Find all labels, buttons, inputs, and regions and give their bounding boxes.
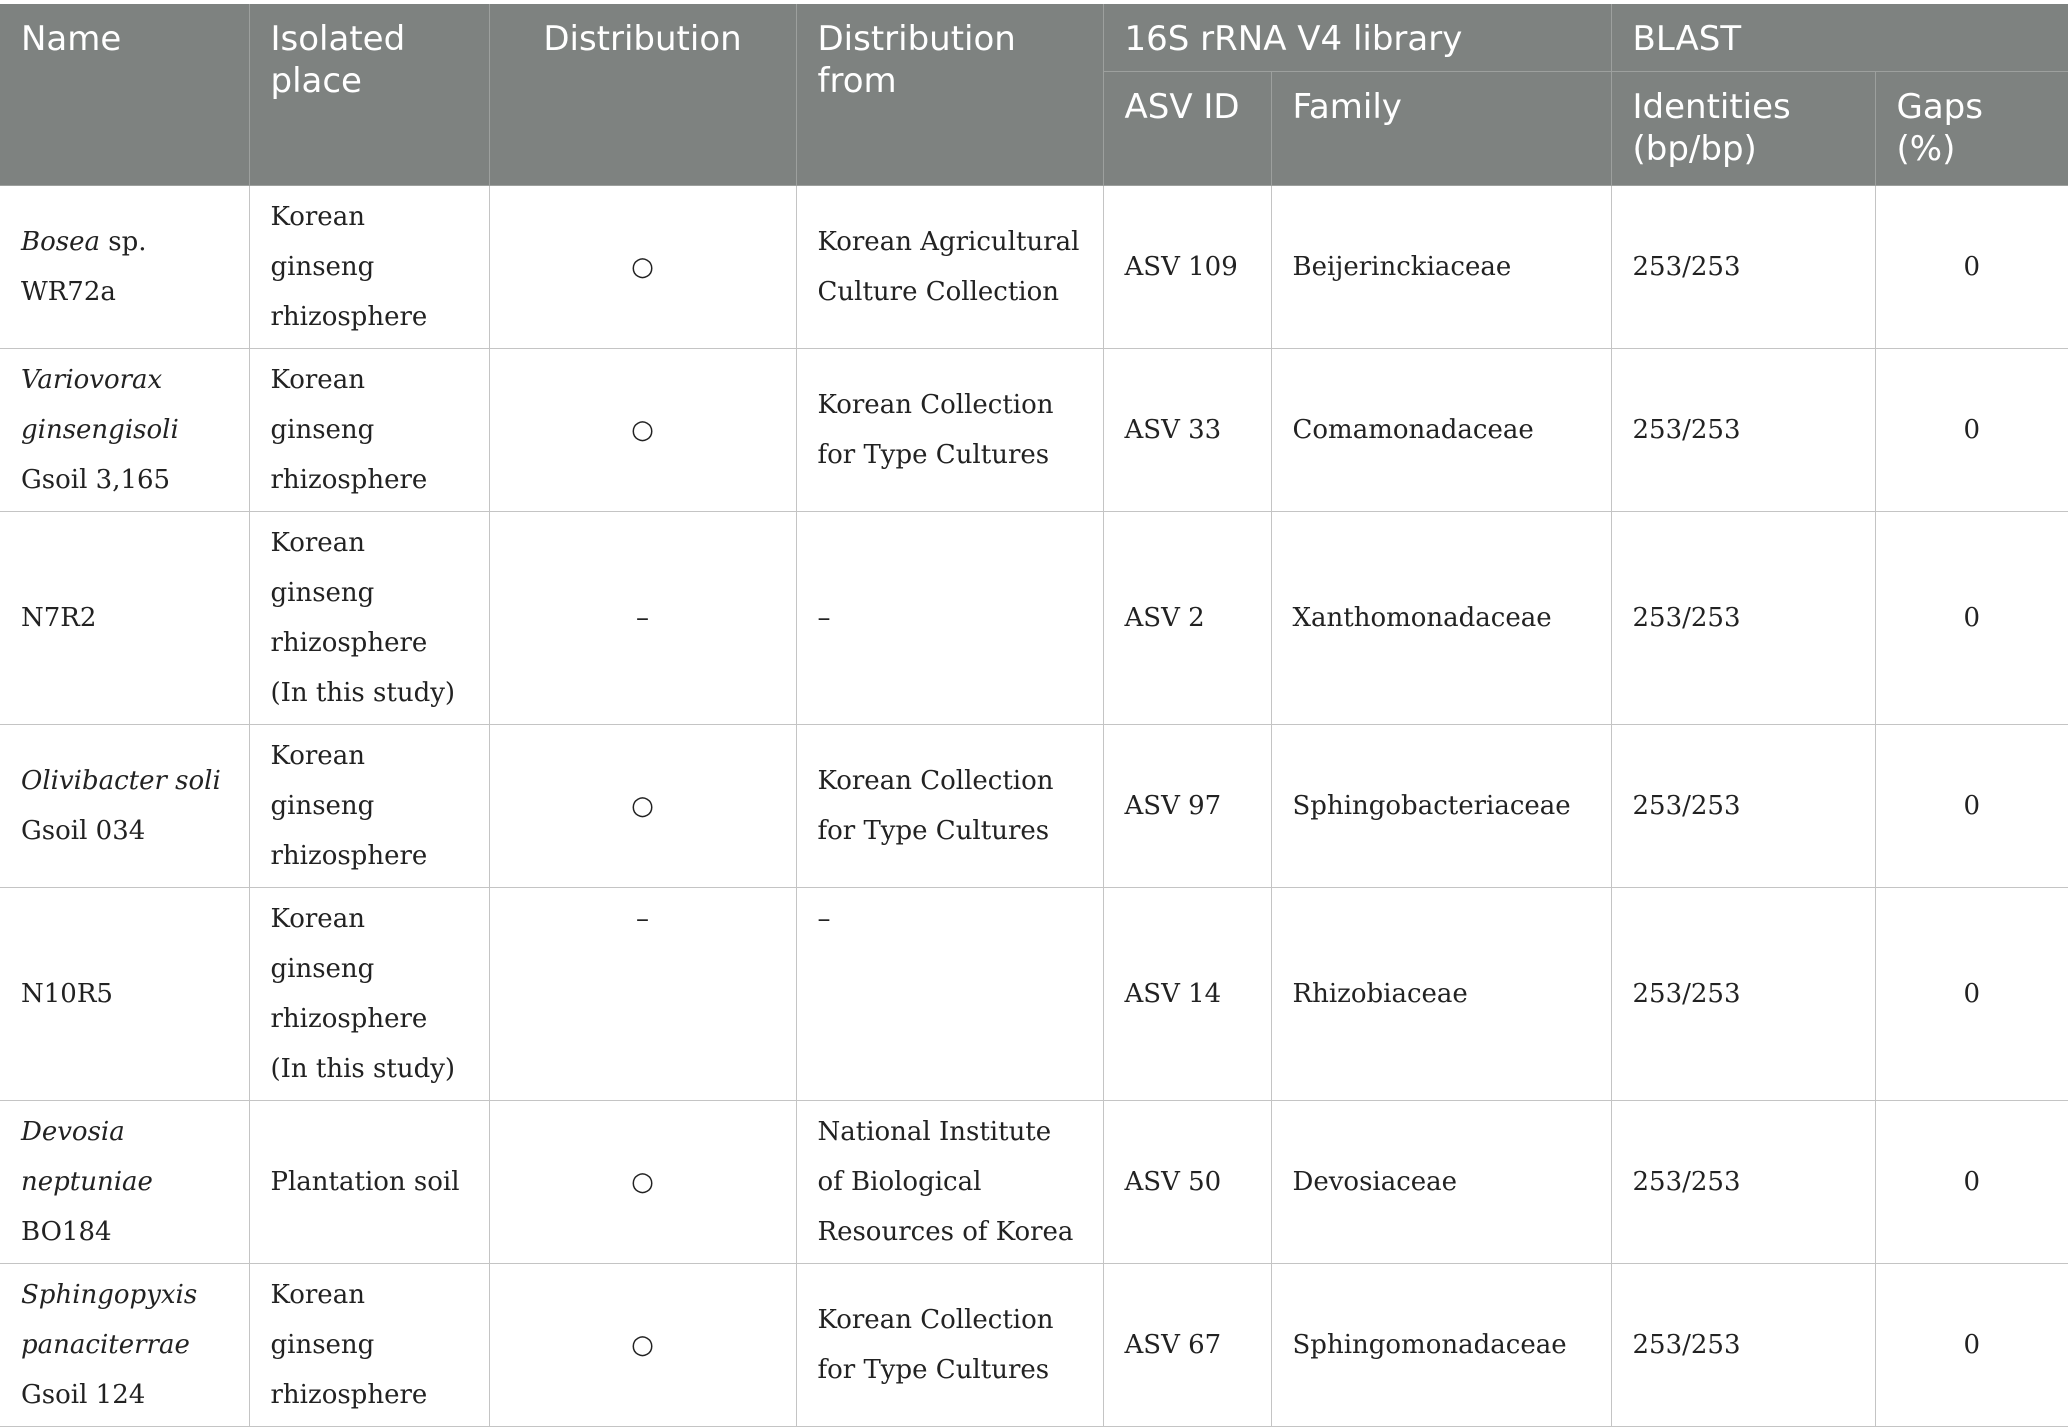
cell-gaps: 0 [1875, 1263, 2068, 1426]
header-distribution-from: Distribution from [796, 4, 1103, 185]
cell-asv: ASV 67 [1103, 1263, 1271, 1426]
cell-distribution-from: Korean Collection for Type Cultures [796, 348, 1103, 511]
header-identities: Identities (bp/bp) [1611, 71, 1875, 185]
header-isolated-place: Isolated place [249, 4, 489, 185]
circle-icon: ○ [631, 1329, 654, 1360]
header-family: Family [1271, 71, 1611, 185]
cell-name [0, 1263, 249, 1426]
circle-icon: ○ [631, 1166, 654, 1197]
name-rest: sp. WR72a [21, 226, 147, 307]
cell-name [0, 511, 249, 724]
cell-family: Devosiaceae [1271, 1100, 1611, 1263]
cell-asv: ASV 2 [1103, 511, 1271, 724]
cell-distribution [489, 724, 796, 887]
cell-gaps: 0 [1875, 1100, 2068, 1263]
cell-name [0, 1100, 249, 1263]
strain-table [0, 4, 2068, 1427]
cell-distribution-from: National Institute of Biological Resources of Korea [796, 1100, 1103, 1263]
header-name: Name [0, 4, 249, 185]
table-row [0, 724, 2068, 887]
name-rest: Gsoil 034 [21, 815, 146, 846]
cell-distribution [489, 1263, 796, 1426]
circle-icon: ○ [631, 414, 654, 445]
cell-identities: 253/253 [1611, 724, 1875, 887]
cell-place: Korean ginseng rhizosphere (In this study) [249, 511, 489, 724]
cell-distribution [489, 185, 796, 348]
cell-asv: ASV 33 [1103, 348, 1271, 511]
cell-identities: 253/253 [1611, 185, 1875, 348]
cell-identities: 253/253 [1611, 348, 1875, 511]
circle-icon: ○ [631, 790, 654, 821]
cell-identities: 253/253 [1611, 887, 1875, 1100]
circle-icon: ○ [631, 251, 654, 282]
cell-place: Korean ginseng rhizosphere [249, 724, 489, 887]
cell-distribution: – [489, 511, 796, 724]
cell-gaps: 0 [1875, 185, 2068, 348]
table-row [0, 511, 2068, 724]
cell-family: Xanthomonadaceae [1271, 511, 1611, 724]
cell-asv: ASV 14 [1103, 887, 1271, 1100]
header-distribution: Distribution [489, 4, 796, 185]
cell-asv: ASV 109 [1103, 185, 1271, 348]
cell-gaps: 0 [1875, 348, 2068, 511]
table-row [0, 887, 2068, 1100]
header-blast: BLAST [1611, 4, 2068, 71]
cell-family: Comamonadaceae [1271, 348, 1611, 511]
cell-name [0, 348, 249, 511]
cell-place: Plantation soil [249, 1100, 489, 1263]
name-italic: Devosia neptuniae [21, 1116, 153, 1197]
cell-identities: 253/253 [1611, 1263, 1875, 1426]
header-asv-id: ASV ID [1103, 71, 1271, 185]
name-italic: Bosea [21, 226, 100, 257]
name-italic: Variovorax ginsengisoli [21, 364, 179, 445]
name-rest: N10R5 [21, 978, 113, 1009]
cell-name [0, 887, 249, 1100]
name-italic: Olivibacter soli [21, 765, 221, 796]
name-italic: Sphingopyxis panaciterrae [21, 1279, 198, 1360]
table-row [0, 1263, 2068, 1426]
cell-asv: ASV 97 [1103, 724, 1271, 887]
cell-identities: 253/253 [1611, 1100, 1875, 1263]
cell-distribution-from: – [796, 511, 1103, 724]
cell-asv: ASV 50 [1103, 1100, 1271, 1263]
cell-family: Rhizobiaceae [1271, 887, 1611, 1100]
name-rest: Gsoil 124 [21, 1379, 146, 1410]
name-rest: N7R2 [21, 602, 97, 633]
header-16s-library: 16S rRNA V4 library [1103, 4, 1611, 71]
table-row [0, 1100, 2068, 1263]
cell-name [0, 185, 249, 348]
cell-distribution-from: Korean Agricultural Culture Collection [796, 185, 1103, 348]
cell-family: Sphingomonadaceae [1271, 1263, 1611, 1426]
name-rest: Gsoil 3,165 [21, 464, 171, 495]
name-rest: BO184 [21, 1216, 112, 1247]
table-row [0, 348, 2068, 511]
header-gaps: Gaps (%) [1875, 71, 2068, 185]
cell-place: Korean ginseng rhizosphere [249, 1263, 489, 1426]
cell-distribution-from: – [796, 887, 1103, 1100]
cell-distribution-from: Korean Collection for Type Cultures [796, 1263, 1103, 1426]
cell-distribution: – [489, 887, 796, 1100]
cell-family: Sphingobacteriaceae [1271, 724, 1611, 887]
cell-family: Beijerinckiaceae [1271, 185, 1611, 348]
cell-place: Korean ginseng rhizosphere [249, 185, 489, 348]
cell-place: Korean ginseng rhizosphere [249, 348, 489, 511]
cell-identities: 253/253 [1611, 511, 1875, 724]
cell-distribution [489, 1100, 796, 1263]
cell-gaps: 0 [1875, 887, 2068, 1100]
cell-gaps: 0 [1875, 511, 2068, 724]
cell-name [0, 724, 249, 887]
cell-distribution [489, 348, 796, 511]
cell-place: Korean ginseng rhizosphere (In this study) [249, 887, 489, 1100]
table-row [0, 185, 2068, 348]
cell-gaps: 0 [1875, 724, 2068, 887]
cell-distribution-from: Korean Collection for Type Cultures [796, 724, 1103, 887]
